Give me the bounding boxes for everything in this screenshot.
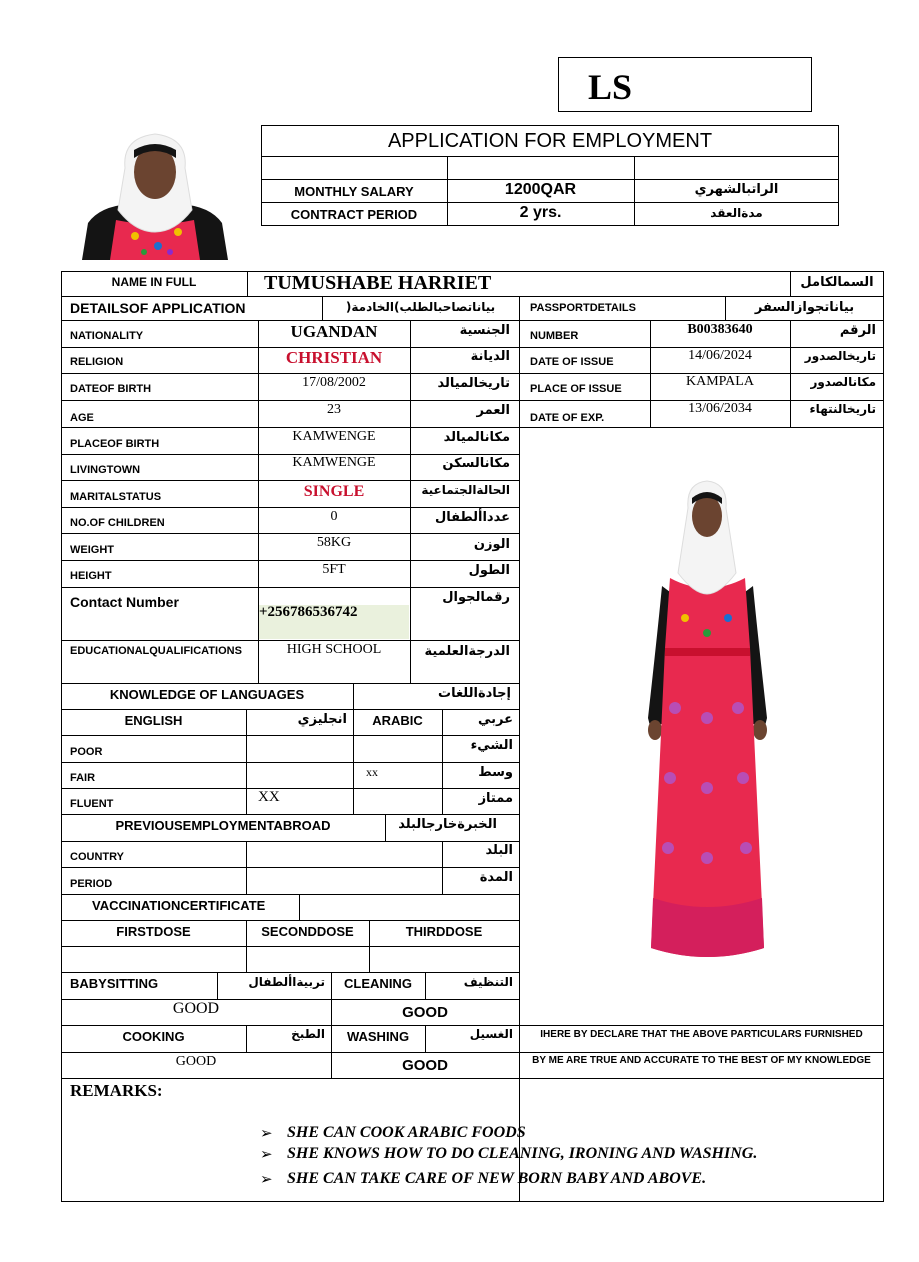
english-fluent-mark: XX <box>258 789 280 805</box>
living-town-arabic: مكانالسكن <box>442 456 510 471</box>
country-arabic: البلد <box>485 843 513 858</box>
issue-place-label: PLACE OF ISSUE <box>530 383 622 395</box>
babysitting-label: BABYSITTING <box>70 976 159 991</box>
remark-bullet-1: ➢ <box>260 1126 273 1142</box>
height-arabic: الطول <box>468 563 510 578</box>
babysitting-arabic: تربيةاألطفال <box>248 975 325 989</box>
babysitting-value: GOOD <box>172 1000 220 1017</box>
children-value: 0 <box>330 509 338 524</box>
marital-status-value: SINGLE <box>303 483 365 500</box>
monthly-salary-label: MONTHLY SALARY <box>294 184 414 199</box>
remark-item-2: SHE KNOWS HOW TO DO CLEANING, IRONING AND WASHING. <box>287 1145 758 1162</box>
expiry-date-label: DATE OF EXP. <box>530 412 605 424</box>
remark-bullet-3: ➢ <box>260 1172 273 1188</box>
education-arabic: الدرجةالعلمية <box>424 644 510 659</box>
fluent-arabic: ممتاز <box>478 791 513 806</box>
issue-date-value: 14/06/2024 <box>688 348 752 363</box>
application-title: APPLICATION FOR EMPLOYMENT <box>387 130 713 152</box>
remark-bullet-2: ➢ <box>260 1147 273 1163</box>
poor-label: POOR <box>70 746 103 758</box>
english-arabic: انجليزي <box>297 712 347 727</box>
age-value: 23 <box>327 402 341 417</box>
languages-heading-arabic: إجادةاللغات <box>438 686 511 701</box>
monthly-salary-value: 1200QAR <box>504 181 577 198</box>
place-of-birth-arabic: مكانالميالد <box>443 430 510 445</box>
period-arabic: المدة <box>479 870 513 885</box>
arabic-arabic: عربي <box>477 712 513 727</box>
applicant-portrait-photo <box>80 128 230 260</box>
passport-number-label: NUMBER <box>530 330 579 342</box>
nationality-arabic: الجنسية <box>459 323 510 338</box>
washing-arabic: الغسيل <box>469 1027 513 1041</box>
religion-value: CHRISTIAN <box>285 348 383 367</box>
religion-arabic: الديانة <box>470 349 510 364</box>
marital-status-label: MARITALSTATUS <box>70 491 162 503</box>
name-label-arabic: السمالكامل <box>800 275 874 290</box>
cleaning-arabic: التنظيف <box>463 975 513 989</box>
declaration-line-1: IHERE BY DECLARE THAT THE ABOVE PARTICULARS FURNISHED <box>540 1029 863 1040</box>
vaccination-heading: VACCINATIONCERTIFICATE <box>92 898 266 913</box>
languages-heading: KNOWLEDGE OF LANGUAGES <box>109 687 305 702</box>
english-label: ENGLISH <box>124 713 183 728</box>
issue-date-arabic: تاريخالصدور <box>804 349 876 363</box>
country-label: COUNTRY <box>70 851 124 863</box>
employment-abroad-heading: PREVIOUSEMPLOYMENTABROAD <box>115 818 331 833</box>
cooking-label: COOKING <box>122 1029 185 1044</box>
weight-label: WEIGHT <box>70 544 114 556</box>
expiry-date-value: 13/06/2034 <box>688 401 752 416</box>
dob-value: 17/08/2002 <box>302 375 366 390</box>
employment-abroad-arabic: الخبرةخارجالبلد <box>398 817 497 832</box>
fluent-label: FLUENT <box>70 798 114 810</box>
children-arabic: عدداألطفال <box>434 510 510 525</box>
poor-arabic: الشيء <box>470 738 513 753</box>
remark-item-3: SHE CAN TAKE CARE OF NEW BORN BABY AND ABOVE. <box>287 1170 707 1187</box>
contract-period-arabic: مدةالعقد <box>710 206 763 220</box>
education-label: EDUCATIONALQUALIFICATIONS <box>70 645 242 657</box>
dob-arabic: تاريخالميالد <box>437 376 510 391</box>
issue-place-arabic: مكانالصدور <box>810 375 876 389</box>
remark-item-1: SHE CAN COOK ARABIC FOODS <box>287 1124 526 1141</box>
age-arabic: العمر <box>476 403 510 418</box>
details-heading-arabic: بياناتصاحبالطلب)الخادمة( <box>345 300 496 314</box>
second-dose-label: SECONDDOSE <box>261 924 354 939</box>
first-dose-label: FIRSTDOSE <box>116 924 191 939</box>
monthly-salary-arabic: الراتبالشهري <box>694 182 779 197</box>
nationality-label: NATIONALITY <box>70 330 144 342</box>
living-town-label: LIVINGTOWN <box>70 464 141 476</box>
cooking-arabic: الطبخ <box>291 1027 325 1041</box>
weight-arabic: الوزن <box>473 537 510 552</box>
arabic-fair-mark: xx <box>366 765 378 779</box>
cooking-value: GOOD <box>175 1054 217 1069</box>
nationality-value: UGANDAN <box>290 322 378 341</box>
place-of-birth-label: PLACEOF BIRTH <box>70 438 160 450</box>
details-heading: DETAILSOF APPLICATION <box>70 300 246 316</box>
period-label: PERIOD <box>70 878 113 890</box>
contact-arabic: رقمالجوال <box>442 590 510 605</box>
passport-number-arabic: الرقم <box>839 323 876 338</box>
passport-number-value: B00383640 <box>687 322 753 337</box>
passport-heading-arabic: بياناتجوازالسفر <box>754 300 855 315</box>
passport-heading: PASSPORTDETAILS <box>530 302 636 314</box>
living-town-value: KAMWENGE <box>292 455 376 470</box>
fair-label: FAIR <box>70 772 96 784</box>
applicant-name: TUMUSHABE HARRIET <box>264 272 492 294</box>
issue-date-label: DATE OF ISSUE <box>530 356 614 368</box>
fair-arabic: وسط <box>478 765 513 780</box>
education-value: HIGH SCHOOL <box>286 642 382 657</box>
height-value: 5FT <box>322 562 346 577</box>
washing-value: GOOD <box>402 1057 448 1074</box>
marital-status-arabic: الحالةالجتماعية <box>421 483 510 497</box>
reference-code: LS <box>588 67 633 107</box>
declaration-line-2: BY ME ARE TRUE AND ACCURATE TO THE BEST OF MY KNOWLEDGE <box>532 1055 871 1066</box>
height-label: HEIGHT <box>70 570 112 582</box>
contract-period-value: 2 yrs. <box>519 204 562 221</box>
remarks-label: REMARKS: <box>70 1081 163 1100</box>
contact-value: +256786536742 <box>259 604 358 620</box>
cleaning-value: GOOD <box>402 1004 448 1021</box>
age-label: AGE <box>70 412 94 424</box>
washing-label: WASHING <box>346 1029 410 1044</box>
cleaning-label: CLEANING <box>344 976 412 991</box>
place-of-birth-value: KAMWENGE <box>292 429 376 444</box>
applicant-full-body-photo <box>640 478 775 973</box>
name-label: NAME IN FULL <box>111 275 197 289</box>
contact-label: Contact Number <box>70 594 179 610</box>
third-dose-label: THIRDDOSE <box>405 924 483 939</box>
weight-value: 58KG <box>316 535 352 550</box>
dob-label: DATEOF BIRTH <box>70 383 152 395</box>
children-label: NO.OF CHILDREN <box>70 517 165 529</box>
expiry-date-arabic: تاريخالنتهاء <box>809 402 876 416</box>
arabic-label: ARABIC <box>372 713 423 728</box>
issue-place-value: KAMPALA <box>686 374 754 389</box>
religion-label: RELIGION <box>70 356 124 368</box>
contract-period-label: CONTRACT PERIOD <box>290 207 418 222</box>
